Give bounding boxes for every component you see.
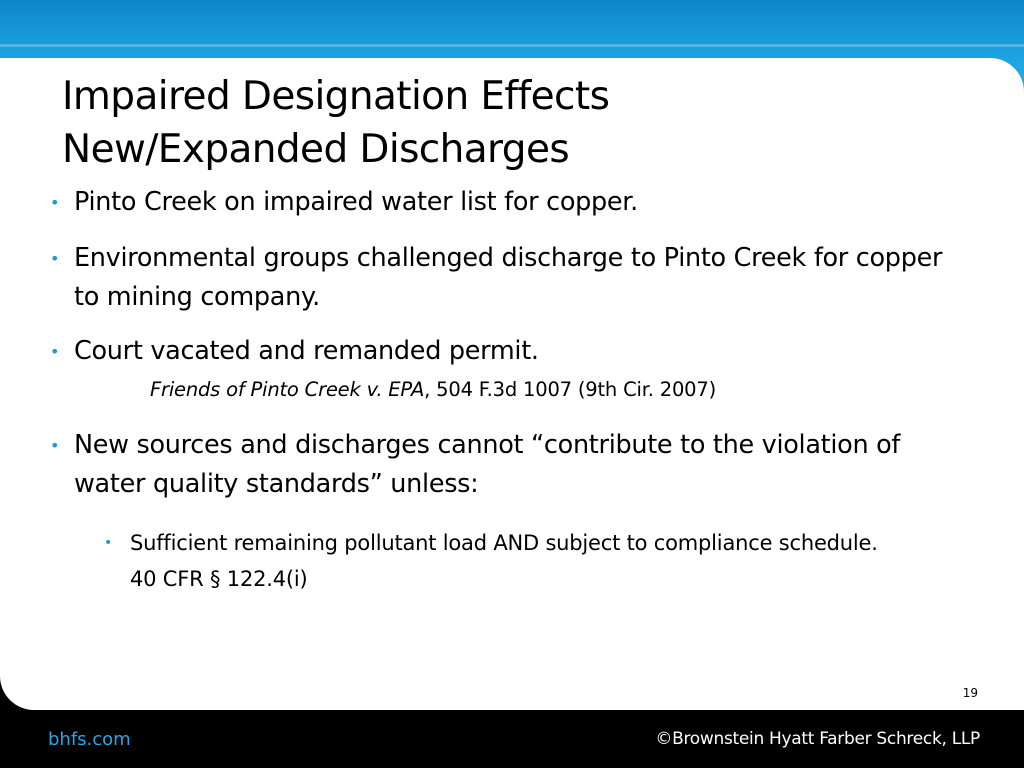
copyright-notice: ©Brownstein Hyatt Farber Schreck, LLP: [655, 729, 980, 749]
bullet-dot-icon: •: [50, 193, 60, 212]
bullet-dot-icon: •: [50, 342, 60, 361]
slide-title: [62, 70, 962, 176]
title-line-1: Impaired Designation Effects: [62, 74, 610, 119]
case-name: Friends of Pinto Creek v. EPA: [150, 378, 425, 401]
sub-bullet-text: Sufficient remaining pollutant load AND subject to compliance schedule. 40 CFR § 122.4(i): [130, 531, 878, 591]
sub-bullet-item: [104, 525, 910, 597]
case-reference: , 504 F.3d 1007 (9th Cir. 2007): [424, 378, 716, 401]
title-line-2: New/Expanded Discharges: [62, 127, 570, 172]
bullet-dot-icon: •: [50, 249, 60, 268]
bullet-dot-icon: •: [104, 535, 113, 551]
bullet-text: Court vacated and remanded permit.: [74, 336, 539, 366]
case-citation: [74, 371, 968, 409]
bullet-item: [48, 183, 968, 222]
bullet-text: Environmental groups challenged discharge to Pinto Creek for copper to mining company.: [74, 243, 943, 312]
bullet-text: Pinto Creek on impaired water list for copper.: [74, 187, 638, 217]
header-sheen: [0, 44, 1024, 47]
footer: [0, 710, 1024, 768]
bullet-item: [48, 239, 968, 317]
bullet-dot-icon: •: [50, 436, 60, 455]
bullet-item: [48, 426, 968, 504]
bullet-text: New sources and discharges cannot “contribute to the violation of water quality standards” unless:: [74, 430, 901, 499]
bullet-item: [48, 332, 968, 409]
website-link[interactable]: bhfs.com: [48, 729, 131, 750]
bullet-list: [48, 183, 968, 504]
page-number: 19: [962, 686, 978, 700]
